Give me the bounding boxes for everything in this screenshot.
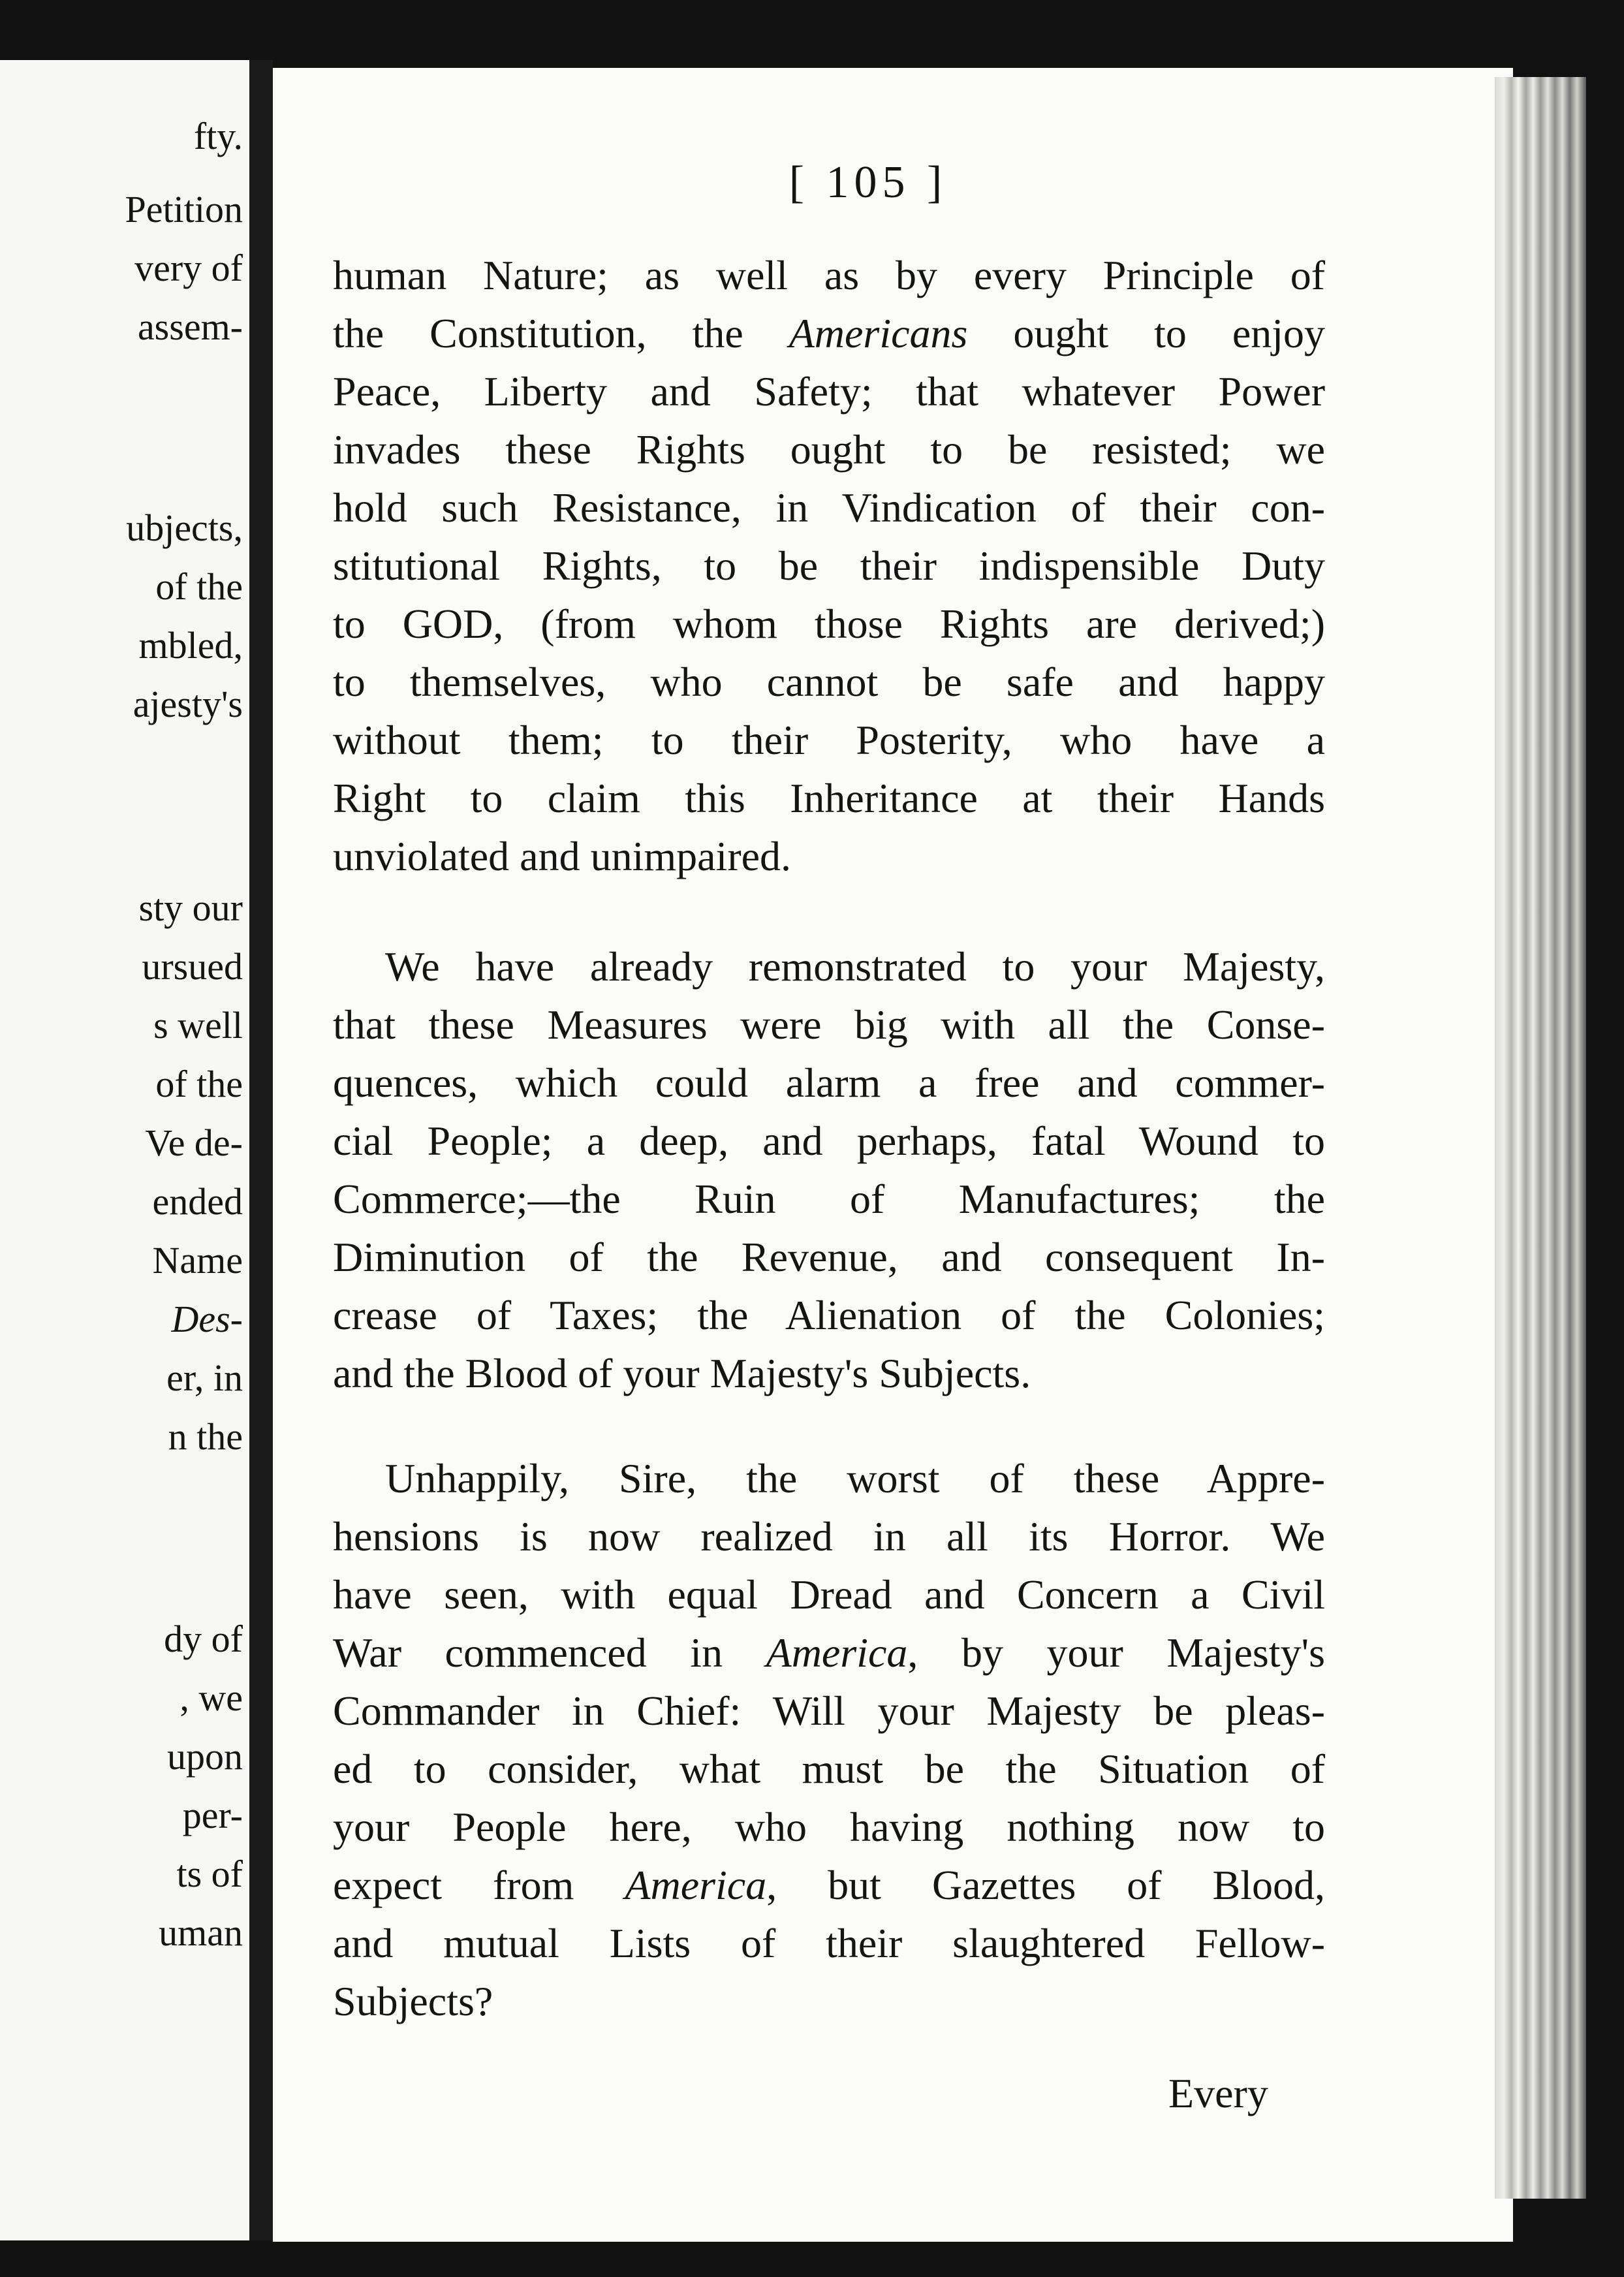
text-line: your People here, who having nothing now to: [333, 1804, 1325, 1850]
left-page-fragment: Ve de-: [145, 1122, 243, 1164]
text-line: human Nature; as well as by every Principle of: [333, 252, 1325, 298]
text-line: that these Measures were big with all the Conse-: [333, 1001, 1325, 1048]
text-line: hold such Resistance, in Vindication of their con-: [333, 484, 1325, 531]
catchword: Every: [1168, 2070, 1268, 2116]
paragraph-1: [333, 246, 1325, 885]
text-line: cial People; a deep, and perhaps, fatal Wound to: [333, 1118, 1325, 1164]
text-line: quences, which could alarm a free and commer-: [333, 1060, 1325, 1106]
left-page-fragment: ursued: [142, 945, 243, 988]
left-page-fragment: dy of: [164, 1618, 243, 1660]
left-page-fragment: n the: [168, 1415, 243, 1458]
left-page-fragment: per-: [182, 1794, 243, 1836]
left-page-fragment: Des-: [171, 1298, 243, 1340]
paragraph-3: [333, 1449, 1325, 2030]
left-page-fragment: mbled,: [138, 624, 243, 667]
left-page-fragment: ended: [152, 1180, 243, 1223]
text-line: have seen, with equal Dread and Concern a Civil: [333, 1571, 1325, 1618]
text-line: Unhappily, Sire, the worst of these Appre-: [385, 1455, 1325, 1501]
text-line: without them; to their Posterity, who have a: [333, 717, 1325, 763]
left-page-fragment: very of: [134, 247, 243, 289]
book-gutter: [249, 60, 273, 2240]
left-page-fragment: of the: [155, 565, 243, 608]
left-page-fragment: , we: [180, 1676, 243, 1719]
text-line: hensions is now realized in all its Horror. We: [333, 1513, 1325, 1560]
text-line: Subjects?: [333, 1978, 493, 2024]
text-line: Commander in Chief: Will your Majesty be pleas-: [333, 1688, 1325, 1734]
text-line: We have already remonstrated to your Majesty,: [385, 943, 1325, 990]
text-line: unviolated and unimpaired.: [333, 833, 792, 879]
text-line: stitutional Rights, to be their indispensible Duty: [333, 542, 1325, 589]
left-page-fragment: ts of: [176, 1853, 243, 1895]
left-page-fragment: uman: [159, 1911, 243, 1954]
left-page-fragment: ubjects,: [126, 507, 243, 549]
page-edge: [1495, 77, 1586, 2199]
text-line: ed to consider, what must be the Situation of: [333, 1746, 1325, 1792]
text-line: invades these Rights ought to be resisted; we: [333, 426, 1325, 473]
left-page-fragment: assem-: [137, 306, 243, 348]
text-line: to themselves, who cannot be safe and happy: [333, 659, 1325, 705]
text-line: Peace, Liberty and Safety; that whatever Power: [333, 368, 1325, 415]
left-page-fragment: er, in: [166, 1357, 243, 1399]
text-line: Diminution of the Revenue, and consequent In-: [333, 1234, 1325, 1280]
text-line: Right to claim this Inheritance at their Hands: [333, 775, 1325, 821]
text-line: crease of Taxes; the Alienation of the Colonies;: [333, 1292, 1325, 1338]
text-line: the Constitution, the Americans ought to enjoy: [333, 310, 1325, 356]
left-page-fragment: ajesty's: [133, 683, 243, 725]
left-page: [0, 60, 249, 2240]
text-line: to GOD, (from whom those Rights are derived;): [333, 601, 1325, 647]
text-line: and the Blood of your Majesty's Subjects.: [333, 1350, 1031, 1396]
left-page-fragment: s well: [153, 1004, 243, 1046]
text-line: War commenced in America, by your Majesty's: [333, 1629, 1325, 1676]
left-page-fragment: Petition: [125, 188, 243, 230]
left-page-fragment: fty.: [193, 115, 243, 157]
left-page-fragment: Name: [152, 1239, 243, 1281]
text-line: and mutual Lists of their slaughtered Fellow-: [333, 1920, 1325, 1966]
text-line: Commerce;—the Ruin of Manufactures; the: [333, 1176, 1325, 1222]
left-page-fragment: sty our: [138, 887, 243, 929]
text-line: expect from America, but Gazettes of Blood,: [333, 1862, 1325, 1908]
paragraph-2: [333, 937, 1325, 1402]
page-number: [ 105 ]: [789, 157, 948, 208]
left-page-fragment: upon: [167, 1735, 243, 1778]
left-page-fragment: of the: [155, 1063, 243, 1105]
